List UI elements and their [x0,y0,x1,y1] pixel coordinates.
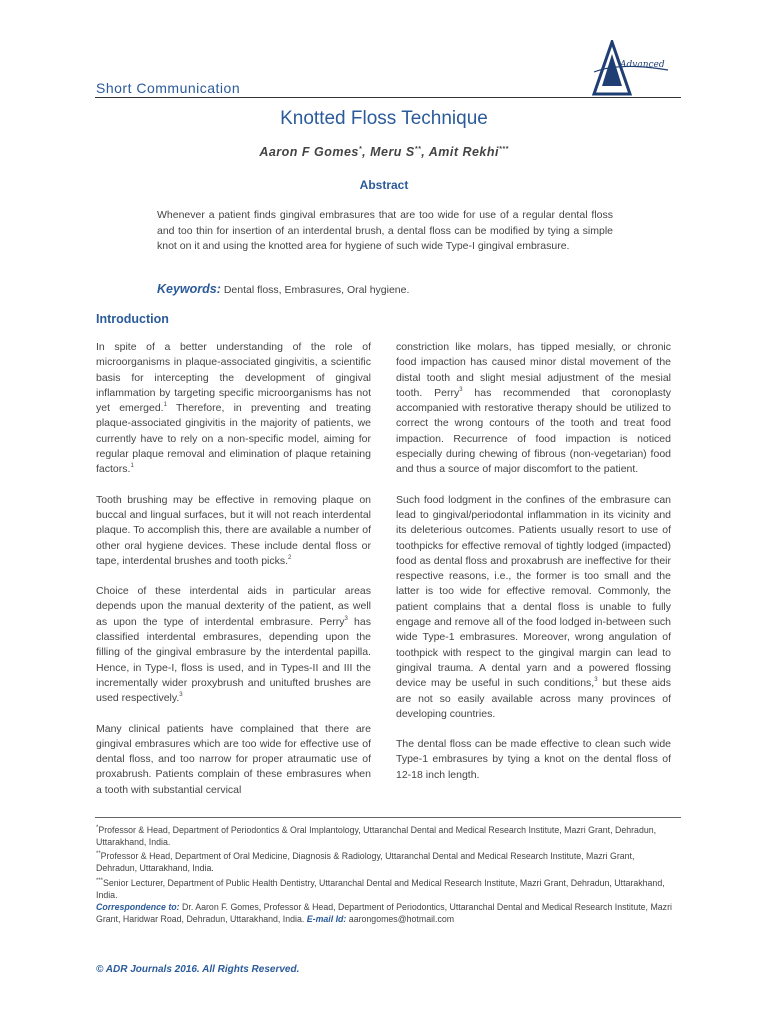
author-separator: , [362,145,371,159]
affiliation-note: ***Senior Lecturer, Department of Public Health Dentistry, Uttaranchal Dental and Medical Research Institute, Mazri Grant, Dehradun, Uttarakhand, India. [96,877,665,900]
author-separator: , [421,145,429,159]
author-mark: *** [499,145,509,153]
author-name: Aaron F Gomes [259,145,359,159]
citation-ref: 2 [288,554,292,561]
paragraph: Choice of these interdental aids in particular areas depends upon the manual dexterity of the patient, as well as upon the type of interdental embrasure. Perry$^3$ has classified interdental embrasures, depending upon the filling of the gingival embrasure by the interdental papilla. Hence, in Type-I, floss is used, and in Types-II and III the incrementally wider proxybrush and unitufted brushes are used respectively.$^3$ [96,585,371,705]
correspondence-note: Correspondence to: Dr. Aaron F. Gomes, Professor & Head, Department of Periodontics, Uttaranchal Dental and Medical Research Institute, Mazri Grant, Haridwar Road, Dehradun, Uttarakhand, India. E-mail Id: aarongomes@hotmail.com [96,901,672,925]
article-title: Knotted Floss Technique [280,108,488,129]
citation-ref: 3 [344,615,348,622]
paragraph: Such food lodgment in the confines of the embrasure can lead to gingival/periodontal inflammation in its vicinity and its deleterious outcomes. Patients usually resort to use of toothpicks for effective removal of tightly lodged (impacted) food as dental floss and proxabrush are ineffective for their respective reasons, i.e., the former is too small and the latter is too wide for effective removal. Commonly, the patient complains that a dental floss is unable to fully engage and remove all of the food lodged in-between such wide Type-1 embrasures. Moreover, wrong angulation of toothpick with respect to the gingival margin can lead to gingival trauma. A dental yarn and a powered flossing device may be useful in such conditions,$^3$ but these aids are not so easily available across many provinces of developing countries. [396,493,671,720]
article-type-label: Short Communication [96,80,241,96]
author-name: Amit Rekhi [428,145,499,159]
affiliation-note: **Professor & Head, Department of Oral Medicine, Diagnosis & Radiology, Uttaranchal Dental and Medical Research Institute, Mazri Grant, Dehradun, Uttarakhand, India. [96,851,635,874]
paragraph: Tooth brushing may be effective in removing plaque on buccal and lingual surfaces, but it will not reach interdental plaque. To accomplish this, there are available a number of other oral hygiene devices. These include dental floss or tape, interdental brushes and tooth picks.$^2$ [96,493,371,567]
keywords-text: Dental floss, Embrasures, Oral hygiene. [223,284,410,296]
author-mark: * [358,145,363,153]
svg-text:Advanced: Advanced [620,60,665,70]
paragraph: The dental floss can be made effective to clean such wide Type-1 embrasures by tying a knot on the dental floss of 12-18 inch length. [396,738,671,781]
paragraph: Many clinical patients have complained that there are gingival embrasures which are too wide for effective use of dental floss, and too narrow for proper atraumatic use of proxabrush. Patients complain of these embrasures when a tooth with substantial cervical [96,722,371,796]
left-column [96,340,371,813]
abstract-heading: Abstract [359,178,409,192]
citation-ref: 1 [130,463,134,470]
introduction-heading: Introduction [96,312,169,326]
email-link[interactable]: aarongomes@hotmail.com [346,914,455,925]
paragraph: constriction like molars, has tipped mesially, or chronic food impaction has caused minor distal movement of the distal tooth and slight mesial adjustment of the mesial tooth. Perry$^3$ has recommended that coronoplasty accompanied with restorative therapy should be utilized to correct the wrong contours of the tooth and treat food impaction. Recurrence of food impaction is noticed especially during chewing of fibrous (non-vegetarian) food and thus a source of major discomfort to the patient. [396,341,671,476]
email-label: E-mail Id: [306,914,347,925]
affiliation-note: *Professor & Head, Department of Periodontics & Oral Implantology, Uttaranchal Dental and Medical Research Institute, Mazri Grant, Dehradun, Uttarakhand, India. [96,824,657,848]
author-list [0,145,768,159]
paragraph: In spite of a better understanding of the role of microorganisms in plaque-associated gingivitis, a scientific basis for intercepting the development of gingival inflammation by targeting specific microorganisms has not yet emerged.$^1$ Therefore, in preventing and treating plaque-associated gingivitis in the majority of patients, we currently have to rely on a non-specific model, aiming for regular plaque removal and elimination of plaque retaining factors.$^1$ [96,341,371,476]
author-mark: ** [414,145,422,153]
footnote-rule [95,817,681,818]
footnote-mark: ** [96,851,101,858]
citation-ref: 1 [163,402,167,409]
copyright-notice: © ADR Journals 2016. All Rights Reserved. [96,964,300,975]
footnote-mark: * [96,825,99,831]
keywords-label: Keywords: [157,282,221,296]
footnote-mark: *** [96,877,104,884]
keywords [157,282,409,296]
author-name: Meru S [370,145,415,159]
right-column [396,340,671,798]
correspondence-label: Correspondence to: [96,901,180,912]
citation-ref: 3 [594,677,598,684]
citation-ref: 3 [459,386,463,393]
abstract-text: Whenever a patient finds gingival embrasures that are too wide for use of a regular dental floss and too thin for insertion of an interdental brush, a dental floss can be modified by tying a simple knot on it and using the knotted area for hygiene of such wide Type-I gingival embrasure. [157,209,613,252]
header-rule [95,97,681,98]
footnotes [96,822,674,925]
journal-logo [590,40,670,96]
citation-ref: 3 [179,692,183,699]
